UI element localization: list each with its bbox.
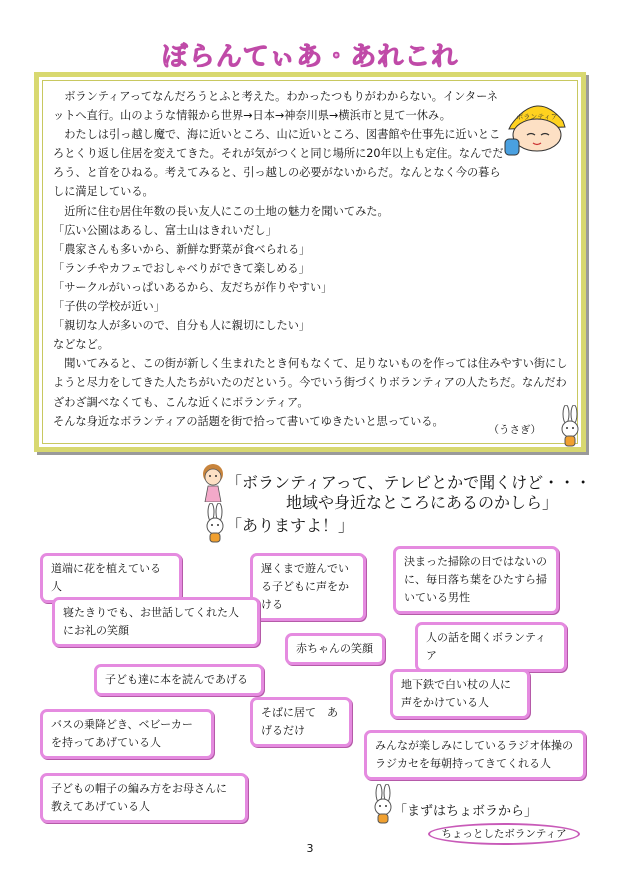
essay-paragraph-5: 聞いてみると、この街が新しく生まれたとき何もなくて、足りないものを作っては住みやすい街にしようと尽力をしてきた人たちがいたのだという。今でいう街づくりボランティアの人たちだ。なんだわざわざ調べなくても、こんな近くにボランティア。 bbox=[53, 357, 568, 409]
page-title: ぼらんてぃあ・あれこれ bbox=[161, 42, 459, 72]
rabbit-icon bbox=[204, 503, 226, 543]
essay-paragraph-1: ボランティアってなんだろうとふと考えた。わかったつもりがわからない。インターネットへ直行。山のような情報から世界→日本→神奈川県→横浜市と見て一休み。 bbox=[53, 90, 498, 123]
essay-quote-1: 「広い公園はあるし、富士山はきれいだし」 bbox=[53, 223, 277, 237]
essay-signature: （うさぎ） bbox=[488, 424, 541, 436]
essay-quote-5: 「子供の学校が近い」 bbox=[53, 300, 165, 314]
note-baby-smile: 赤ちゃんの笑顔 bbox=[285, 633, 385, 665]
note-white-cane: 地下鉄で白い杖の人に声をかけている人 bbox=[390, 669, 530, 719]
closing-oval-label: ちょっとしたボランティア bbox=[428, 823, 580, 845]
answer-text: 「ありますよ！」 bbox=[226, 516, 355, 535]
essay-paragraph-4: などなど。 bbox=[53, 338, 109, 352]
question-line-2: 地域や身近なところにあるのかしら」 bbox=[286, 493, 559, 512]
essay-quote-4: 「サークルがいっぱいあるから、友だちが作りやすい」 bbox=[53, 280, 333, 294]
essay-quote-6: 「親切な人が多いので、自分も人に親切にしたい」 bbox=[53, 319, 311, 333]
volunteer-character-icon bbox=[497, 91, 577, 157]
essay-quote-2: 「農家さんも多いから、新鮮な野菜が食べられる」 bbox=[53, 242, 311, 256]
page-number: 3 bbox=[306, 842, 314, 855]
essay-frame bbox=[34, 72, 586, 452]
rabbit-icon bbox=[559, 405, 581, 447]
note-stroller: バスの乗降どき、ベビーカーを持ってあげている人 bbox=[40, 709, 214, 759]
essay-paragraph-2: わたしは引っ越し魔で、海に近いところ、山に近いところ、図書館や仕事先に近いところとくり返し住居を変えてきた。それが気がつくと同じ場所に20年以上も定住。なんでだろう、と首をひねる。考えてみると、引っ越しの必要がないからだ。なんとなく今の暮らしに満足している。 bbox=[53, 128, 504, 199]
helmet-label: ボランティア bbox=[516, 113, 558, 121]
question-line-1: 「ボランティアって、テレビとかで聞くけど・・・ bbox=[226, 473, 592, 492]
note-bedridden-smile: 寝たきりでも、お世話してくれた人にお礼の笑顔 bbox=[52, 597, 260, 647]
closing-phrase: 「まずはちょボラから」 bbox=[394, 804, 538, 819]
rabbit-icon bbox=[372, 784, 394, 824]
essay-quote-3: 「ランチやカフェでおしゃべりができて楽しめる」 bbox=[53, 261, 310, 275]
note-reading-books: 子ども達に本を読んであげる bbox=[94, 664, 264, 696]
note-listening: 人の話を聞くボランティア bbox=[415, 622, 567, 672]
note-being-there: そばに居て あげるだけ bbox=[250, 697, 352, 747]
note-late-children: 遅くまで遊んでいる子どもに声をかける bbox=[250, 553, 366, 621]
essay-paragraph-3: 近所に住む居住年数の長い友人にこの土地の魅力を聞いてみた。 bbox=[53, 204, 389, 218]
essay-paragraph-6: そんな身近なボランティアの話題を街で拾って書いてゆきたいと思っている。 bbox=[53, 414, 444, 428]
note-knitting: 子どもの帽子の編み方をお母さんに教えてあげている人 bbox=[40, 773, 248, 823]
woman-icon bbox=[200, 462, 226, 502]
note-sweeping: 決まった掃除の日ではないのに、毎日落ち葉をひたすら掃いている男性 bbox=[393, 546, 559, 614]
note-radio-exercise: みんなが楽しみにしているラジオ体操のラジカセを毎朝持ってきてくれる人 bbox=[364, 730, 586, 780]
note-flowers: 道端に花を植えている人 bbox=[40, 553, 182, 603]
essay-text bbox=[53, 87, 573, 431]
